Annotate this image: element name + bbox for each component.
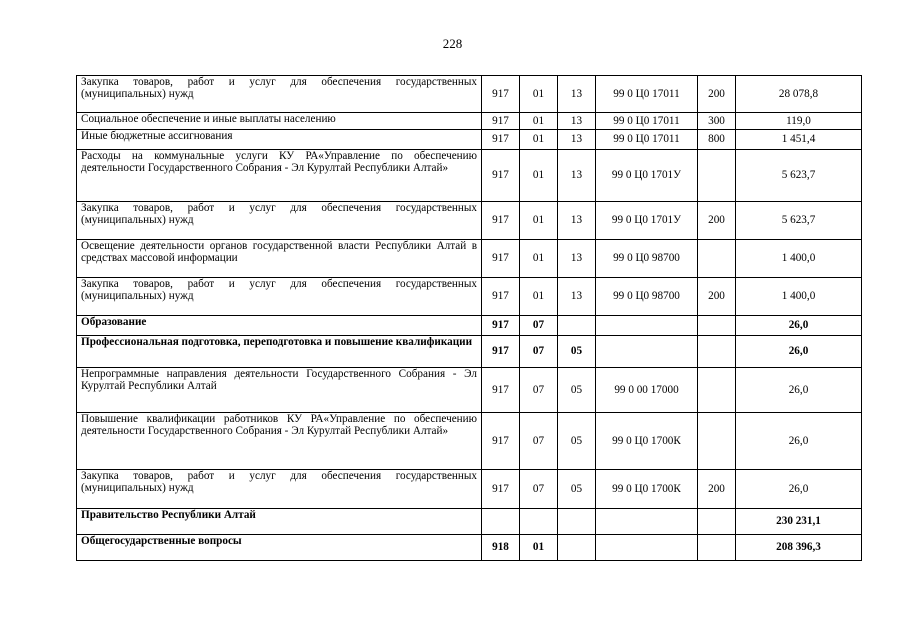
- ministry-code: 917: [482, 470, 520, 509]
- amount: 28 078,8: [736, 76, 862, 113]
- amount: 26,0: [736, 413, 862, 470]
- row-name: Закупка товаров, работ и услуг для обеспечения государственных (муниципальных) нужд: [77, 202, 482, 240]
- target-article-code: 99 0 Ц0 1701У: [596, 202, 698, 240]
- target-article-code: 99 0 Ц0 1700К: [596, 413, 698, 470]
- table-row: [77, 509, 862, 535]
- subsection-code: 13: [558, 113, 596, 130]
- row-name: Закупка товаров, работ и услуг для обеспечения государственных (муниципальных) нужд: [77, 278, 482, 316]
- table-row: [77, 316, 862, 336]
- section-code: 01: [520, 202, 558, 240]
- expense-type-code: [698, 535, 736, 561]
- section-code: 07: [520, 336, 558, 368]
- table-row: [77, 535, 862, 561]
- subsection-code: 05: [558, 368, 596, 413]
- section-code: 07: [520, 316, 558, 336]
- section-code: [520, 509, 558, 535]
- ministry-code: 917: [482, 113, 520, 130]
- subsection-code: 13: [558, 130, 596, 150]
- ministry-code: 917: [482, 150, 520, 202]
- target-article-code: [596, 509, 698, 535]
- section-code: 01: [520, 278, 558, 316]
- target-article-code: [596, 316, 698, 336]
- ministry-code: 917: [482, 202, 520, 240]
- amount: 5 623,7: [736, 202, 862, 240]
- amount: 1 400,0: [736, 240, 862, 278]
- subsection-code: [558, 535, 596, 561]
- target-article-code: 99 0 Ц0 1701У: [596, 150, 698, 202]
- expense-type-code: [698, 316, 736, 336]
- subsection-code: [558, 316, 596, 336]
- row-name: Повышение квалификации работников КУ РА«Управление по обеспечению деятельности Государственного Собрания - Эл Курултай Республики Алтай»: [77, 413, 482, 470]
- ministry-code: 917: [482, 76, 520, 113]
- budget-table: [76, 75, 862, 561]
- ministry-code: 917: [482, 278, 520, 316]
- subsection-code: 13: [558, 240, 596, 278]
- table-row: [77, 130, 862, 150]
- table-row: [77, 76, 862, 113]
- ministry-code: 917: [482, 316, 520, 336]
- row-name: Социальное обеспечение и иные выплаты населению: [77, 113, 482, 130]
- subsection-code: 13: [558, 202, 596, 240]
- amount: 26,0: [736, 470, 862, 509]
- amount: 230 231,1: [736, 509, 862, 535]
- target-article-code: 99 0 Ц0 1700К: [596, 470, 698, 509]
- table-row: [77, 368, 862, 413]
- expense-type-code: 200: [698, 202, 736, 240]
- ministry-code: 917: [482, 240, 520, 278]
- subsection-code: 05: [558, 336, 596, 368]
- row-name: Иные бюджетные ассигнования: [77, 130, 482, 150]
- amount: 1 451,4: [736, 130, 862, 150]
- expense-type-code: [698, 368, 736, 413]
- row-name: Общегосударственные вопросы: [77, 535, 482, 561]
- subsection-code: 13: [558, 278, 596, 316]
- ministry-code: 917: [482, 368, 520, 413]
- amount: 1 400,0: [736, 278, 862, 316]
- expense-type-code: 200: [698, 278, 736, 316]
- amount: 119,0: [736, 113, 862, 130]
- section-code: 01: [520, 535, 558, 561]
- subsection-code: [558, 509, 596, 535]
- table-row: [77, 240, 862, 278]
- section-code: 01: [520, 130, 558, 150]
- section-code: 07: [520, 368, 558, 413]
- amount: 26,0: [736, 336, 862, 368]
- table-row: [77, 336, 862, 368]
- ministry-code: 918: [482, 535, 520, 561]
- amount: 26,0: [736, 316, 862, 336]
- subsection-code: 05: [558, 470, 596, 509]
- section-code: 07: [520, 470, 558, 509]
- target-article-code: 99 0 Ц0 98700: [596, 240, 698, 278]
- table-row: [77, 470, 862, 509]
- row-name: Правительство Республики Алтай: [77, 509, 482, 535]
- row-name: Освещение деятельности органов государственной власти Республики Алтай в средствах массовой информации: [77, 240, 482, 278]
- expense-type-code: 300: [698, 113, 736, 130]
- ministry-code: [482, 509, 520, 535]
- subsection-code: 13: [558, 150, 596, 202]
- section-code: 01: [520, 113, 558, 130]
- row-name: Расходы на коммунальные услуги КУ РА«Управление по обеспечению деятельности Государственного Собрания - Эл Курултай Республики Алтай»: [77, 150, 482, 202]
- row-name: Закупка товаров, работ и услуг для обеспечения государственных (муниципальных) нужд: [77, 470, 482, 509]
- table-row: [77, 202, 862, 240]
- target-article-code: [596, 336, 698, 368]
- section-code: 01: [520, 240, 558, 278]
- table-row: [77, 278, 862, 316]
- table-row: [77, 413, 862, 470]
- section-code: 01: [520, 76, 558, 113]
- expense-type-code: [698, 336, 736, 368]
- ministry-code: 917: [482, 336, 520, 368]
- amount: 5 623,7: [736, 150, 862, 202]
- expense-type-code: [698, 413, 736, 470]
- subsection-code: 05: [558, 413, 596, 470]
- target-article-code: [596, 535, 698, 561]
- subsection-code: 13: [558, 76, 596, 113]
- row-name: Непрограммные направления деятельности Государственного Собрания - Эл Курултай Республики Алтай: [77, 368, 482, 413]
- page-number: 228: [442, 36, 463, 51]
- amount: 208 396,3: [736, 535, 862, 561]
- expense-type-code: [698, 150, 736, 202]
- table-row: [77, 150, 862, 202]
- expense-type-code: 800: [698, 130, 736, 150]
- expense-type-code: [698, 509, 736, 535]
- target-article-code: 99 0 00 17000: [596, 368, 698, 413]
- row-name: Образование: [77, 316, 482, 336]
- target-article-code: 99 0 Ц0 98700: [596, 278, 698, 316]
- target-article-code: 99 0 Ц0 17011: [596, 130, 698, 150]
- ministry-code: 917: [482, 130, 520, 150]
- expense-type-code: 200: [698, 76, 736, 113]
- row-name: Профессиональная подготовка, переподготовка и повышение квалификации: [77, 336, 482, 368]
- expense-type-code: 200: [698, 470, 736, 509]
- expense-type-code: [698, 240, 736, 278]
- amount: 26,0: [736, 368, 862, 413]
- section-code: 07: [520, 413, 558, 470]
- ministry-code: 917: [482, 413, 520, 470]
- target-article-code: 99 0 Ц0 17011: [596, 113, 698, 130]
- target-article-code: 99 0 Ц0 17011: [596, 76, 698, 113]
- section-code: 01: [520, 150, 558, 202]
- table-row: [77, 113, 862, 130]
- row-name: Закупка товаров, работ и услуг для обеспечения государственных (муниципальных) нужд: [77, 76, 482, 113]
